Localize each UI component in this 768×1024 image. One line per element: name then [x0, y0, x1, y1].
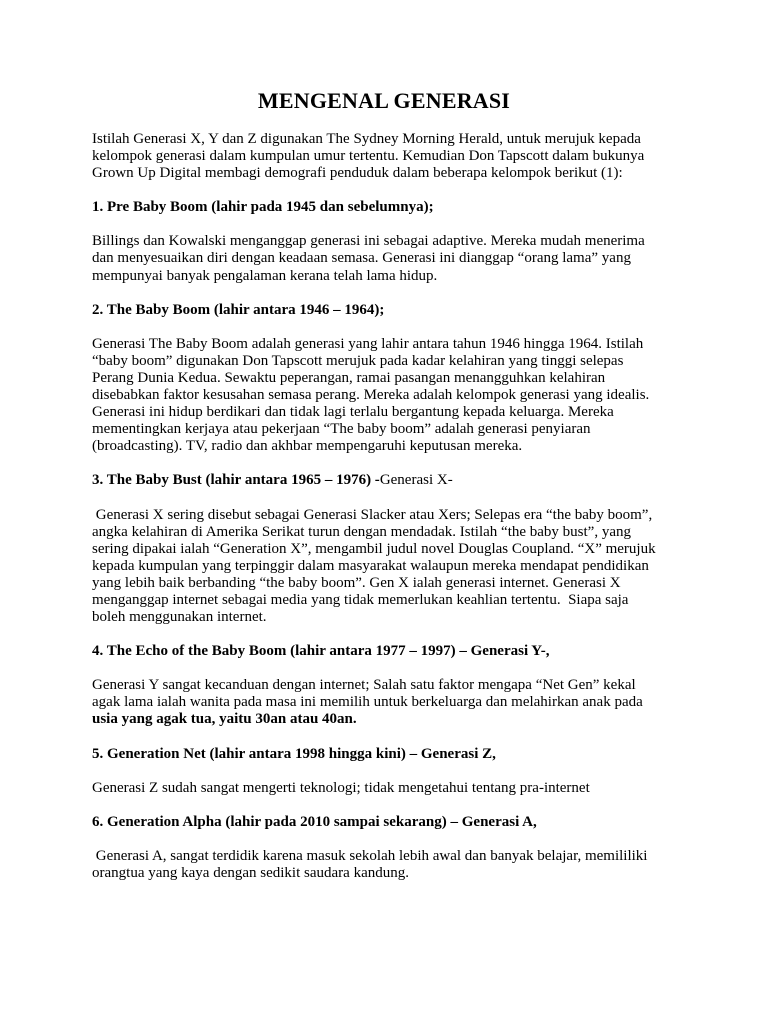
paragraph-line: mempunyai banyak pengalaman kerana telah lama hidup.: [92, 267, 438, 284]
intro-line: kelompok generasi dalam kumpulan umur tertentu. Kemudian Don Tapscott dalam bukunya: [92, 148, 645, 165]
section-heading-suffix: Generasi X-: [379, 472, 453, 489]
paragraph-line: Generasi ini hidup berdikari dan tidak lagi terlalu bergantung kepada keluarga. Mereka: [92, 404, 614, 421]
intro-line: Grown Up Digital membagi demografi penduduk dalam beberapa kelompok berikut (1):: [92, 165, 623, 182]
paragraph-line: Generasi X sering disebut sebagai Generasi Slacker atau Xers; Selepas era “the baby boom”,: [92, 506, 653, 523]
section-paragraph: [92, 677, 692, 728]
section-heading: 3. The Baby Bust (lahir antara 1965 – 1976) -: [92, 472, 380, 489]
paragraph-line: agak lama ialah wanita pada masa ini memilih untuk berkeluarga dan melahirkan anak pada: [92, 694, 643, 711]
section-paragraph: [92, 507, 692, 627]
page-title: MENGENAL GENERASI: [257, 88, 511, 113]
paragraph-line: angka kelahiran di Amerika Serikat turun dengan mendadak. Istilah “the baby bust”, yang: [92, 523, 631, 540]
section-heading: 1. Pre Baby Boom (lahir pada 1945 dan sebelumnya);: [92, 199, 434, 216]
paragraph-line: (broadcasting). TV, radio dan akhbar mempengaruhi keputusan mereka.: [92, 438, 523, 455]
section-paragraph: [92, 233, 692, 284]
paragraph-line: Perang Dunia Kedua. Sewaktu peperangan, ramai pasangan menangguhkan kelahiran: [92, 369, 606, 386]
document-body: [92, 131, 692, 882]
paragraph-line: yang lebih baik berbanding “the baby boom”. Gen X ialah generasi internet. Generasi X: [92, 574, 621, 591]
section-heading: 6. Generation Alpha (lahir pada 2010 sampai sekarang) – Generasi A,: [92, 813, 537, 830]
paragraph-line: “baby boom” digunakan Don Tapscott merujuk pada kadar kelahiran yang tinggi selepas: [92, 352, 624, 369]
section-heading-row: [92, 472, 692, 489]
section-paragraph: [92, 848, 692, 882]
section-paragraph: [92, 780, 692, 797]
paragraph-line: Generasi Z sudah sangat mengerti teknologi; tidak mengetahui tentang pra-internet: [92, 779, 590, 796]
intro-line: Istilah Generasi X, Y dan Z digunakan The Sydney Morning Herald, untuk merujuk kepada: [92, 131, 641, 147]
paragraph-line: orangtua yang kaya dengan sedikit saudara kandung.: [92, 864, 409, 881]
paragraph-line: mementingkan kerjaya atau pekerjaan “The baby boom” adalah generasi penyiaran: [92, 421, 591, 438]
section-heading: 5. Generation Net (lahir antara 1998 hingga kini) – Generasi Z,: [92, 745, 496, 762]
paragraph-line: Billings dan Kowalski menganggap generasi ini sebagai adaptive. Mereka mudah menerima: [92, 233, 645, 250]
paragraph-line: boleh menggunakan internet.: [92, 609, 267, 626]
paragraph-line: dan menyesuaikan diri dengan keadaan semasa. Generasi ini dianggap “orang lama” yang: [92, 250, 631, 267]
section-heading: 4. The Echo of the Baby Boom (lahir antara 1977 – 1997) – Generasi Y-,: [92, 643, 550, 660]
paragraph-line: menganggap internet sebagai media yang tidak memerlukan keahlian tertentu. Siapa saja: [92, 591, 629, 608]
paragraph-line-bold: usia yang agak tua, yaitu 30an atau 40an.: [92, 711, 357, 728]
intro-paragraph: [92, 131, 692, 182]
paragraph-line: kepada kumpulan yang terpinggir dalam masyarakat walaupun mereka mendapat pendidikan: [92, 557, 649, 574]
paragraph-line: Generasi The Baby Boom adalah generasi yang lahir antara tahun 1946 hingga 1964. Istilah: [92, 335, 644, 352]
section-heading: 2. The Baby Boom (lahir antara 1946 – 1964);: [92, 301, 385, 318]
paragraph-line: Generasi Y sangat kecanduan dengan internet; Salah satu faktor mengapa “Net Gen” kekal: [92, 677, 636, 694]
paragraph-line: sering dipakai ialah “Generation X”, mengambil judul novel Douglas Coupland. “X” merujuk: [92, 540, 656, 557]
paragraph-line: Generasi A, sangat terdidik karena masuk sekolah lebih awal dan banyak belajar, memililiki: [92, 847, 648, 864]
paragraph-line: disebabkan faktor kesusahan semasa perang. Mereka adalah kelompok generasi yang idealis.: [92, 387, 650, 404]
section-paragraph: [92, 336, 692, 456]
